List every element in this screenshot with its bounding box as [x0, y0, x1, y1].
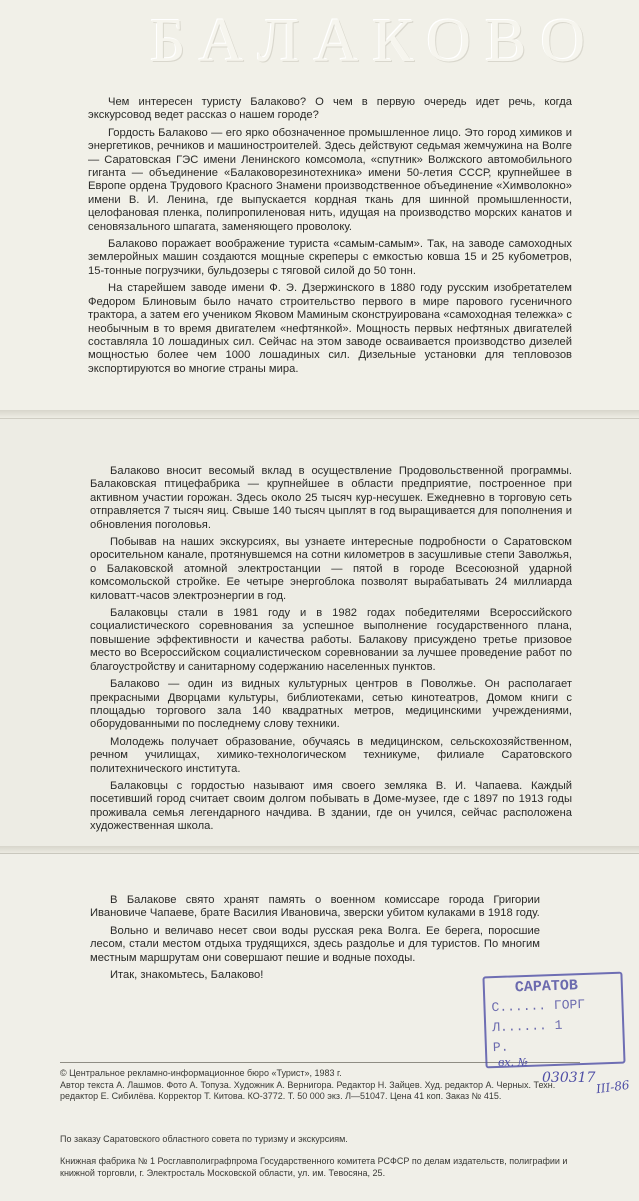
embossed-title: БАЛАКОВО — [150, 7, 600, 75]
paragraph: Итак, знакомьтесь, Балаково! — [110, 969, 264, 982]
panel1-text — [88, 96, 572, 380]
stamp-no-label: вх. № — [498, 1056, 529, 1069]
paragraph: Вольно и величаво несет свои воды русская река Волга. Ее берега, поросшие лесом, стали местом отдыха трудящихся, здесь раздолье и для туристов. По многим местным маршрутам они совершают пешие и водные походы. — [90, 924, 540, 964]
panel-bottom — [0, 853, 639, 1201]
paragraph: Побывав на наших экскурсиях, вы узнаете интересные подробности о Саратовском оросительном канале, протянувшемся на сотни километров в засушливые степи Заволжья, о Балаковской атомной электростанции — пятой в городе Всесоюзной ударной комсомольской стройке. Ее четыре энергоблока позволят вырабатывать 24 миллиарда киловатт-часов электроэнергии в год. — [90, 536, 572, 602]
stamp-line: Л...... 1 — [491, 1017, 563, 1036]
paragraph: Балаковцы с гордостью называют имя своего земляка В. И. Чапаева. Каждый посетивший город считает своим долгом побывать в Доме-музее, где с 1897 по 1913 годы проживала семья легендарного начдива. В здании, где он учился, сейчас расположена художественная школа. — [90, 779, 572, 833]
panel-top — [0, 0, 639, 418]
panel2-text — [90, 465, 572, 838]
paragraph: На старейшем заводе имени Ф. Э. Дзержинского в 1880 году русским изобретателем Федором Блиновым было начато строительство первого в мире парового гусеничного трактора, а затем его учеником Яковом Маминым сконструирована «самоходная тележка» с необычным в то время двигателем «нефтянкой». Мощность первых нефтяных двигателей составляла 10 лошадиных сил. Сейчас на этом заводе осваивается производство дизелей мощностью более чем 1000 лошадиных сил. Дизельные установки для тепловозов экспортируются во многие страны мира. — [88, 282, 572, 375]
paragraph: Молодежь получает образование, обучаясь в медицинском, сельскохозяйственном, речном училищах, химико-технологическом техникуме, филиале Саратовского политехнического института. — [90, 735, 572, 775]
paragraph: В Балакове свято хранят память о военном комиссаре города Григории Ивановиче Чапаеве, брате Василия Ивановича, зверски убитом кулаками в 1918 году. — [90, 894, 540, 920]
paragraph: Балаково — один из видных культурных центров в Поволжье. Он располагает прекрасными Дворцами культуры, библиотеками, сетью кинотеатров, Домом книги с площадью торгового зала 140 квадратных метров, медицинскими учреждениями, оборудованными по последнему слову техники. — [90, 678, 572, 731]
library-stamp — [482, 972, 625, 1069]
order-note: По заказу Саратовского областного совета по туризму и экскурсиям. — [60, 1134, 348, 1144]
paragraph: Балаковцы стали в 1981 году и в 1982 годах победителями Всероссийского социалистического соревнования за успешное выполнение государственного плана, повышение эффективности и качества работы. Балакову присуждено третье призовое место во Всероссийском социалистическом соревновании за лучшее проведение работ по благоустройству и санитарному содержанию населенных пунктов. — [90, 607, 572, 673]
handwritten-number: 030317 — [542, 1070, 596, 1086]
paragraph: Балаково поражает воображение туриста «самым-самым». Так, на заводе самоходных землеройных машин создаются мощные скреперы с емкостью ковша 15 и 25 кубометров, 15-тонные погрузчики, бульдозеры с тяговой силой до 50 тонн. — [88, 238, 572, 277]
paragraph: Чем интересен туристу Балаково? О чем в первую очередь идет речь, когда экскурсовод ведет рассказ о нашем городе? — [88, 96, 572, 122]
panel-middle — [0, 418, 639, 854]
printer-info: Книжная фабрика № 1 Росглавполиграфпрома Государственного комитета РСФСР по делам издательств, полиграфии и книжной торговли, г. Электросталь Московской области, ул. им. Тевосяна, 25. — [60, 1156, 568, 1178]
panel3-text — [90, 894, 540, 986]
stamp-line: С...... ГОРГ — [491, 996, 586, 1016]
stamp-line: Р. — [492, 1039, 509, 1056]
stamp-city: САРАТОВ — [514, 977, 579, 997]
imprint-credits: © Центральное рекламно-информационное бюро «Турист», 1983 г. Автор текста А. Лашмов. Фото А. Топуза. Художник А. Вернигора. Редактор Н. Зайцев. Худ. редактор А. Черных. Техн. редактор Е. Сибилёва. Корректор Т. Китова. КО-3772. Т. 50 000 экз. Л—51047. Цена 41 коп. Заказ № 415. — [60, 1068, 556, 1101]
paragraph: Балаково вносит весомый вклад в осуществление Продовольственной программы. Балаковская птицефабрика — крупнейшее в области предприятие, построенное при активном участии горожан. Здесь около 25 тысяч кур-несушек. Ежедневно в торговую сеть отправляется 7 тысяч яиц. Свыше 140 тысяч цыплят в год выращивается для пополнения и обновления поголовья. — [90, 465, 572, 531]
paragraph: Гордость Балаково — его ярко обозначенное промышленное лицо. Это город химиков и энергетиков, речников и машиностроителей. Здесь действуют седьмая жемчужина на Волге — Саратовская ГЭС имени Ленинского комсомола, «спутник» Волжского автомобильного гиганта — объединение «Балаковорезинотехника» имени 50-летия СССР, крупнейшее в Европе ордена Трудового Красного Знамени производственное объединение «Химволокно» имени В. И. Ленина, где выпускается кордная ткань для шинной промышленности, целофановая пленка, полипропиленовая нить, идущая на производство морских канатов и сеновязального шпагата, заменяющего проволоку. — [88, 126, 572, 233]
handwritten-code: III-86 — [595, 1077, 631, 1097]
